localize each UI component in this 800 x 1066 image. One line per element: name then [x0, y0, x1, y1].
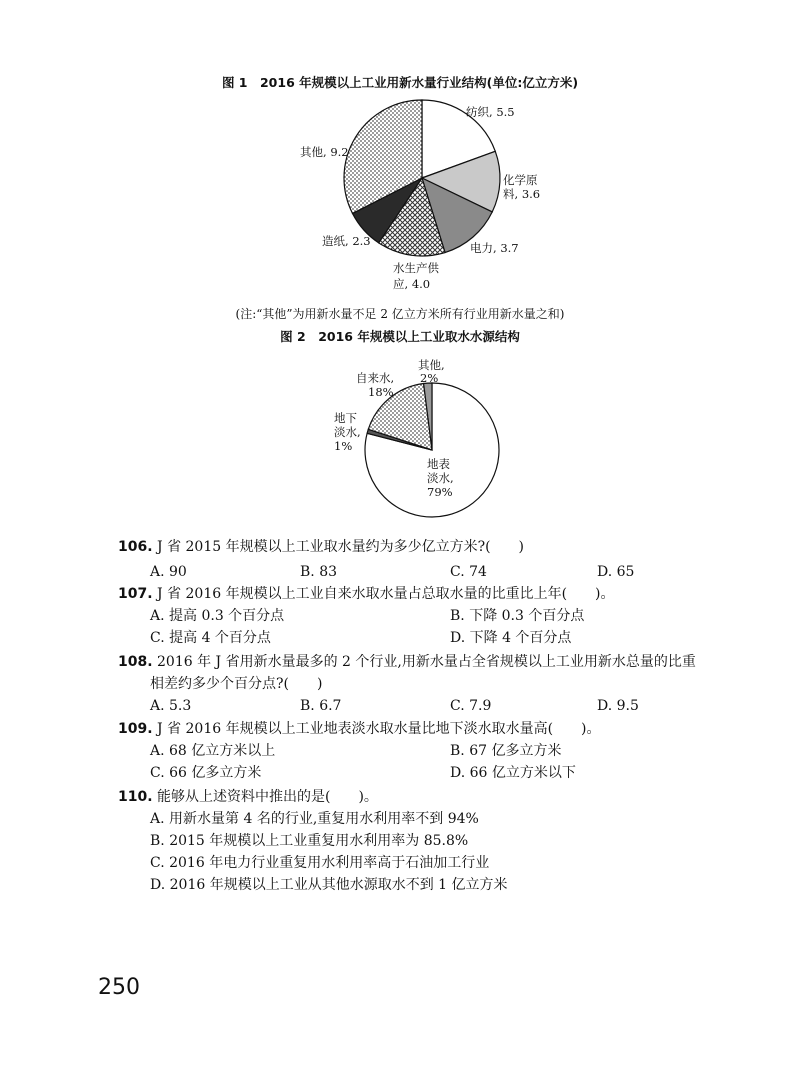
- q108-option-c[interactable]: C. 7.9: [450, 698, 492, 714]
- chart2-label-tapwater-line1: 自来水,: [356, 371, 395, 385]
- chart1-label-water-line1: 水生产供: [393, 261, 439, 275]
- chart1-pie: [344, 100, 500, 256]
- q106-option-b[interactable]: B. 83: [300, 564, 338, 580]
- question-110: [118, 786, 738, 808]
- q110-option-b[interactable]: B. 2015 年规模以上工业重复用水利用率为 85.8%: [150, 833, 469, 849]
- chart1-label-water-line2: 应, 4.0: [393, 277, 431, 291]
- chart2-label-surface-line3: 79%: [427, 485, 453, 499]
- q107-option-b[interactable]: B. 下降 0.3 个百分点: [450, 608, 585, 624]
- question-text: 能够从上述资料中推出的是( )。: [157, 789, 378, 805]
- q108-text-line2: 相差约多少个百分点?( ): [150, 676, 323, 692]
- q108-option-d[interactable]: D. 9.5: [597, 698, 639, 714]
- q109-option-b[interactable]: B. 67 亿多立方米: [450, 743, 562, 759]
- question-number: 109.: [118, 721, 153, 737]
- chart1-label-chemical-line2: 料, 3.6: [503, 187, 541, 201]
- q109-option-d[interactable]: D. 66 亿立方米以下: [450, 765, 576, 781]
- question-number: 106.: [118, 539, 153, 555]
- question-text: 2016 年 J 省用新水量最多的 2 个行业,用新水量占全省规模以上工业用新水总量的比重: [157, 654, 696, 670]
- question-108: [118, 651, 738, 673]
- chart2-label-surface-line2: 淡水,: [427, 471, 454, 485]
- chart2-label-other-line2: 2%: [420, 371, 439, 385]
- chart2-label-ground-line1: 地下: [334, 411, 357, 425]
- chart1-label-power: 电力, 3.7: [470, 241, 519, 255]
- q110-option-d[interactable]: D. 2016 年规模以上工业从其他水源取水不到 1 亿立方米: [150, 877, 508, 893]
- question-106: [118, 536, 738, 558]
- q106-option-d[interactable]: D. 65: [597, 564, 635, 580]
- q106-option-a[interactable]: A. 90: [150, 564, 187, 580]
- q110-option-c[interactable]: C. 2016 年电力行业重复用水利用率高于石油加工行业: [150, 855, 490, 871]
- chart2-label-ground-line2: 淡水,: [334, 425, 361, 439]
- q107-option-d[interactable]: D. 下降 4 个百分点: [450, 630, 572, 646]
- chart1-note: (注:“其他”为用新水量不足 2 亿立方米所有行业用新水量之和): [235, 307, 565, 321]
- q109-option-c[interactable]: C. 66 亿多立方米: [150, 765, 262, 781]
- question-107: [118, 583, 738, 605]
- chart2-label-other-line1: 其他,: [418, 358, 445, 372]
- chart2-label-ground-line3: 1%: [334, 439, 353, 453]
- question-number: 108.: [118, 654, 153, 670]
- chart2-title: 图 2 2016 年规模以上工业取水水源结构: [280, 329, 520, 344]
- question-text: J 省 2016 年规模以上工业自来水取水量占总取水量的比重比上年( )。: [157, 586, 615, 602]
- question-109: [118, 718, 738, 740]
- q110-option-a[interactable]: A. 用新水量第 4 名的行业,重复用水利用率不到 94%: [150, 811, 479, 827]
- question-text: J 省 2015 年规模以上工业取水量约为多少亿立方米?( ): [157, 539, 525, 555]
- chart1-label-textile: 纺织, 5.5: [466, 105, 515, 119]
- chart1-title: 图 1 2016 年规模以上工业用新水量行业结构(单位:亿立方米): [221, 75, 579, 90]
- q106-option-c[interactable]: C. 74: [450, 564, 487, 580]
- q109-option-a[interactable]: A. 68 亿立方米以上: [150, 743, 276, 759]
- page-number: 250: [98, 975, 140, 1000]
- chart2-label-surface-line1: 地表: [427, 457, 450, 471]
- q108-option-a[interactable]: A. 5.3: [150, 698, 192, 714]
- question-number: 107.: [118, 586, 153, 602]
- q108-option-b[interactable]: B. 6.7: [300, 698, 342, 714]
- chart1-label-other: 其他, 9.2: [300, 145, 349, 159]
- question-text: J 省 2016 年规模以上工业地表淡水取水量比地下淡水取水量高( )。: [157, 721, 601, 737]
- chart1-label-paper: 造纸, 2.3: [322, 234, 371, 248]
- q107-option-a[interactable]: A. 提高 0.3 个百分点: [150, 608, 285, 624]
- chart1-label-chemical-line1: 化学原: [503, 173, 538, 187]
- chart2-label-tapwater-line2: 18%: [368, 385, 394, 399]
- q107-option-c[interactable]: C. 提高 4 个百分点: [150, 630, 271, 646]
- question-number: 110.: [118, 789, 153, 805]
